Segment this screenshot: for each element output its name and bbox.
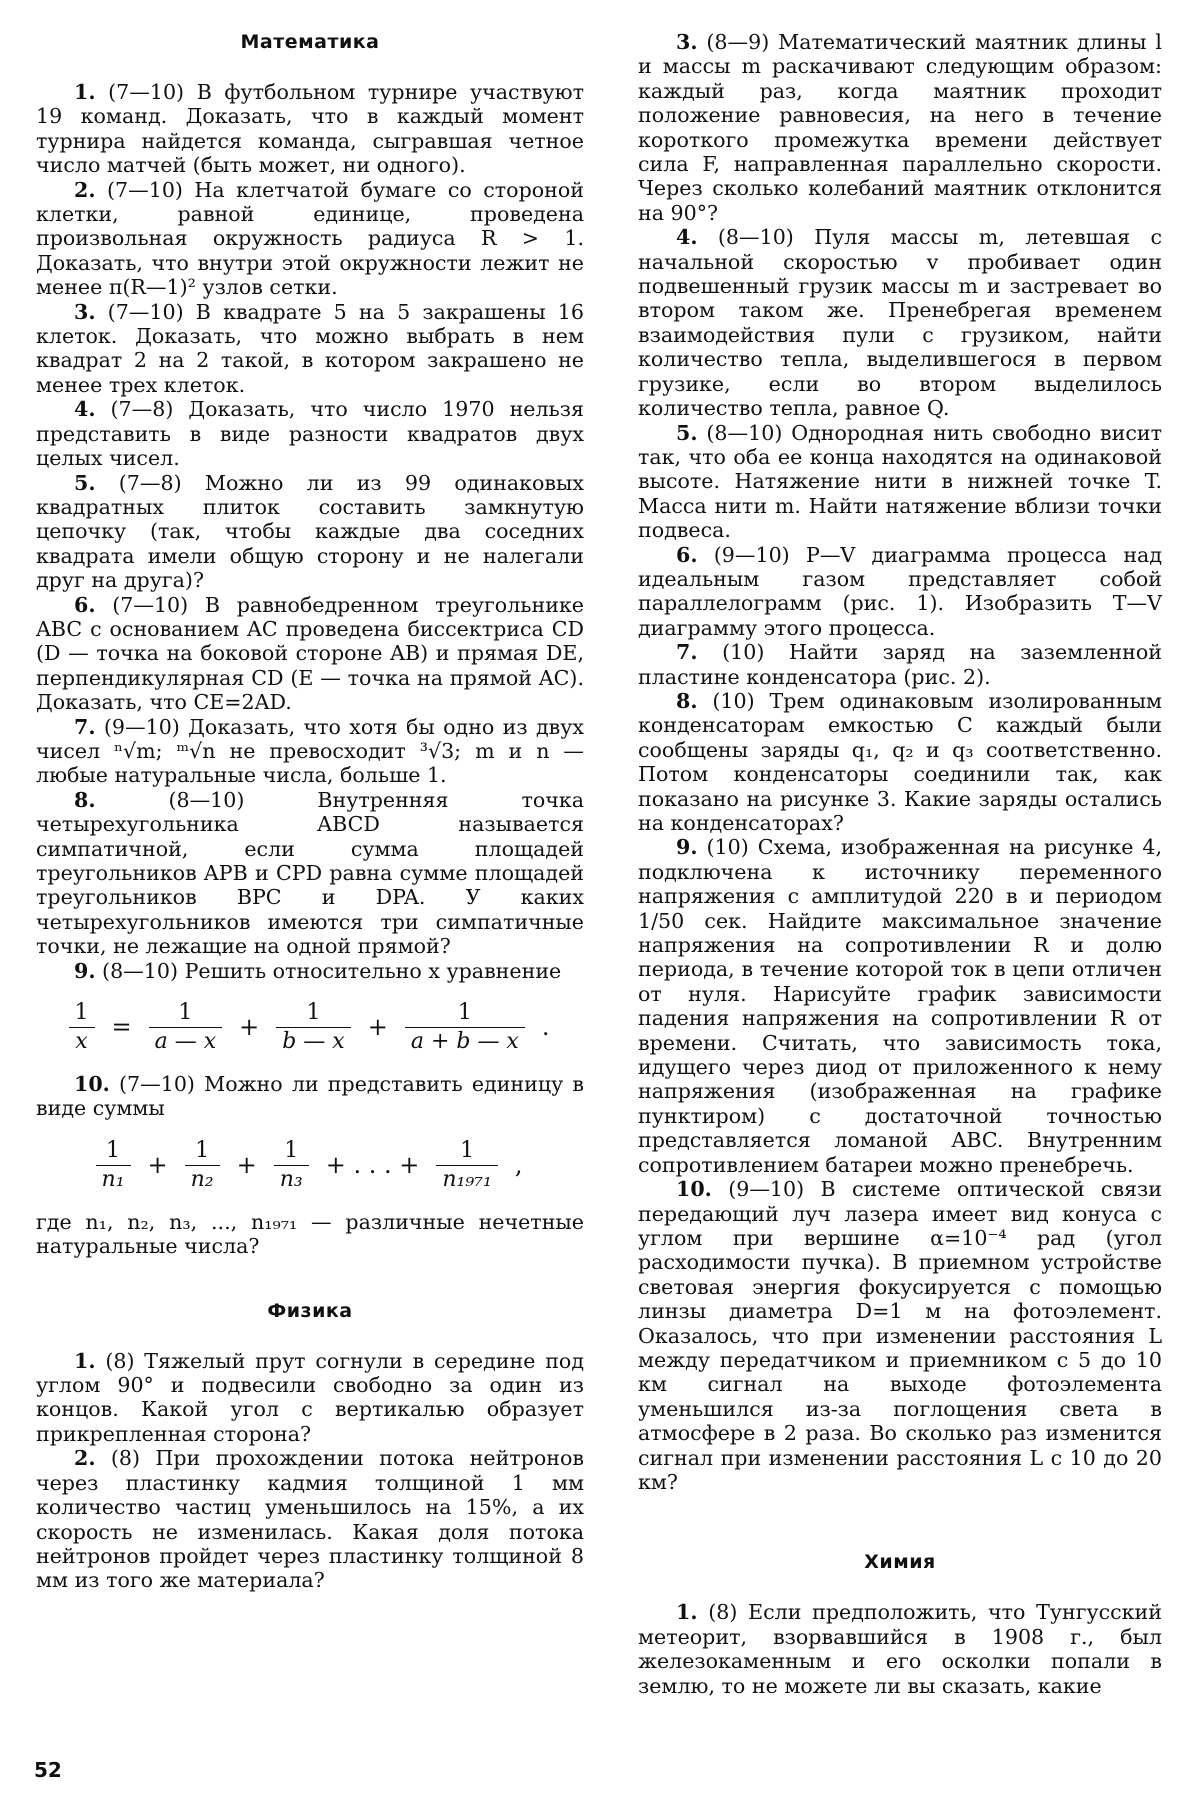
- math-problem-10: 10. (7—10) Можно ли представить единицу в виде суммы: [36, 1072, 584, 1121]
- physics-problem-5: 5. (8—10) Однородная нить свободно висит так, что оба ее конца находятся на одинаковой высоте. Натяжение нити в нижней точке T. Масса нити m. Найти натяжение вблизи точки подвеса.: [638, 420, 1162, 543]
- page-number: 52: [34, 1758, 62, 1782]
- math-problem-5: 5. (7—8) Можно ли из 99 одинаковых квадратных плиток составить замкнутую цепочку (так, чтобы каждые два соседних квадрата имели общую сторону и не налегали друг на друга)?: [36, 470, 584, 593]
- physics-problem-8: 8. (10) Трем одинаковым изолированным конденсаторам емкостью C каждый были сообщены заряды q₁, q₂ и q₃ соответственно. Потом конденсаторы соединили так, как показано на рисунке 3. Какие заряды остались на конденсаторах?: [638, 688, 1162, 835]
- math-problem-8: 8. (8—10) Внутренняя точка четырехугольника ABCD называется симпатичной, если сумма площадей треугольников APB и CPD равна сумме площадей треугольников BPC и DPA. У каких четырехугольников имеются три симпатичные точки, не лежащие на одной прямой?: [36, 787, 585, 959]
- section-gap: [638, 1494, 1162, 1550]
- eq10-last-term-fraction: $\frac{1}{\text{n₁₉₇₁}}$: [436, 1137, 497, 1194]
- math-problem-4: 4. (7—8) Доказать, что число 1970 нельзя представить в виде разности квадратов двух целых чисел.: [36, 397, 584, 471]
- plus-sign: +: [367, 1013, 388, 1042]
- ellipsis-sum: + . . . +: [325, 1151, 420, 1180]
- physics-problem-7: 7. (10) Найти заряд на заземленной пластине конденсатора (рис. 2).: [638, 640, 1163, 689]
- plus-sign: +: [236, 1151, 257, 1180]
- plus-sign: +: [147, 1151, 168, 1180]
- math-section-title: Математика: [240, 31, 380, 53]
- physics-problem-4: 4. (8—10) Пуля массы m, летевшая с начальной скоростью v пробивает один подвешенный грузик массы m и застревает во втором таком же. Пренебрегая временем взаимодействия пули с грузиком, найти количество тепла, выделившегося в первом грузике, если во втором выделилось количество тепла, равное Q.: [638, 225, 1162, 421]
- equation-problem-10: [36, 1137, 584, 1194]
- physics-problem-6: 6. (9—10) P—V диаграмма процесса над идеальным газом представляет собой параллелограмм (рис. 1). Изобразить T—V диаграмму этого процесса.: [638, 542, 1163, 640]
- math-problem-9: 9. (8—10) Решить относительно x уравнение: [74, 958, 562, 983]
- eq10-term2-fraction: $\frac{1}{\text{n₂}}$: [185, 1137, 220, 1194]
- equation-problem-9: [36, 999, 584, 1056]
- eq9-lhs-fraction: $\frac{1}{x}$: [69, 999, 95, 1056]
- plus-sign: +: [239, 1013, 260, 1042]
- physics-problem-2: 2. (8) При прохождении потока нейтронов через пластинку кадмия толщиной 1 мм количество частиц уменьшилось на 15%, а их скорость не изменилась. Какая доля потока нейтронов пройдет через пластинку толщиной 8 мм из того же материала?: [36, 1446, 585, 1593]
- math-problem-3: 3. (7—10) В квадрате 5 на 5 закрашены 16 клеток. Доказать, что можно выбрать в нем квадрат 2 на 2 такой, в котором закрашено не менее трех клеток.: [36, 299, 584, 397]
- eq9-term1-fraction: $\frac{1}{a — x}$: [149, 999, 223, 1056]
- chemistry-section-title: Химия: [864, 1551, 936, 1574]
- right-column: [638, 30, 1162, 1698]
- math-problem-10-tail: где n₁, n₂, n₃, ..., n₁₉₇₁ — различные нечетные натуральные числа?: [36, 1209, 584, 1259]
- eq9-term3-fraction: $\frac{1}{a + b — x}$: [405, 999, 525, 1056]
- comma: ,: [514, 1151, 523, 1180]
- physics-problem-10: 10. (9—10) В системе оптической связи передающий луч лазера имеет вид конуса с углом при вершине α=10⁻⁴ рад (угол расходимости пучка). В приемном устройстве световая энергия фокусируется с помощью линзы диаметра D=1 м на фотоэлемент. Оказалось, что при изменении расстояния L между передатчиком и приемником с 5 до 10 км сигнал на выходе фотоэлемента уменьшился из-за поглощения света в атмосфере в 2 раза. Во сколько раз изменится сигнал при изменении расстояния L с 10 до 20 км?: [638, 1177, 1162, 1494]
- equals-sign: =: [111, 1013, 132, 1042]
- section-gap: [36, 1259, 584, 1299]
- math-problem-6: 6. (7—10) В равнобедренном треугольнике ABC с основанием AC проведена биссектриса CD (D — точка на боковой стороне AB) и прямая DE, перпендикулярная CD (E — точка на прямой AC). Доказать, что CE=2AD.: [36, 592, 584, 715]
- left-column: [36, 30, 584, 1593]
- math-problem-2: 2. (7—10) На клетчатой бумаге со стороной клетки, равной единице, проведена произвольная окружность радиуса R > 1. Доказать, что внутри этой окружности лежит не менее π(R—1)² узлов сетки.: [36, 177, 585, 300]
- physics-section-title: Физика: [267, 1299, 353, 1322]
- eq9-term2-fraction: $\frac{1}{b — x}$: [276, 999, 350, 1056]
- physics-problem-1: 1. (8) Тяжелый прут согнули в середине под углом 90° и подвесили свободно за один из концов. Какой угол с вертикалью образует прикрепленная сторона?: [36, 1348, 584, 1446]
- math-problem-1: 1. (7—10) В футбольном турнире участвуют 19 команд. Доказать, что в каждый момент турнира найдется команда, сыгравшая четное число матчей (быть может, ни одного).: [36, 80, 584, 178]
- eq10-term1-fraction: $\frac{1}{\text{n₁}}$: [96, 1137, 131, 1194]
- physics-problem-3: 3. (8—9) Математический маятник длины l и массы m раскачивают следующим образом: каждый раз, когда маятник проходит положение равновесия, на него в течение короткого промежутка времени действует сила F, направленная параллельно скорости. Через сколько колебаний маятник отклонится на 90°?: [638, 30, 1163, 225]
- eq10-term3-fraction: $\frac{1}{\text{n₃}}$: [274, 1137, 309, 1194]
- period: .: [541, 1013, 550, 1042]
- physics-problem-9: 9. (10) Схема, изображенная на рисунке 4, подключена к источнику переменного напряжения с амплитудой 220 в и периодом 1/50 сек. Найдите максимальное значение напряжения на сопротивлении R и долю периода, в течение которой ток в цепи отличен от нуля. Нарисуйте график зависимости падения напряжения на сопротивлении R от времени. Считать, что зависимость тока, идущего через диод от приложенного к нему напряжения (изображенная на графике пунктиром) с достаточной точностью представляется ломаной ABC. Внутренним сопротивлением батареи можно пренебречь.: [638, 835, 1162, 1177]
- math-problem-7: 7. (9—10) Доказать, что хотя бы одно из двух чисел ⁿ√m; ᵐ√n не превосходит ³√3; m и n — любые натуральные числа, больше 1.: [36, 714, 584, 788]
- chemistry-problem-1: 1. (8) Если предположить, что Тунгусский метеорит, взорвавшийся в 1908 г., был железокаменным и его осколки попали в землю, то не можете ли вы сказать, какие: [638, 1600, 1163, 1698]
